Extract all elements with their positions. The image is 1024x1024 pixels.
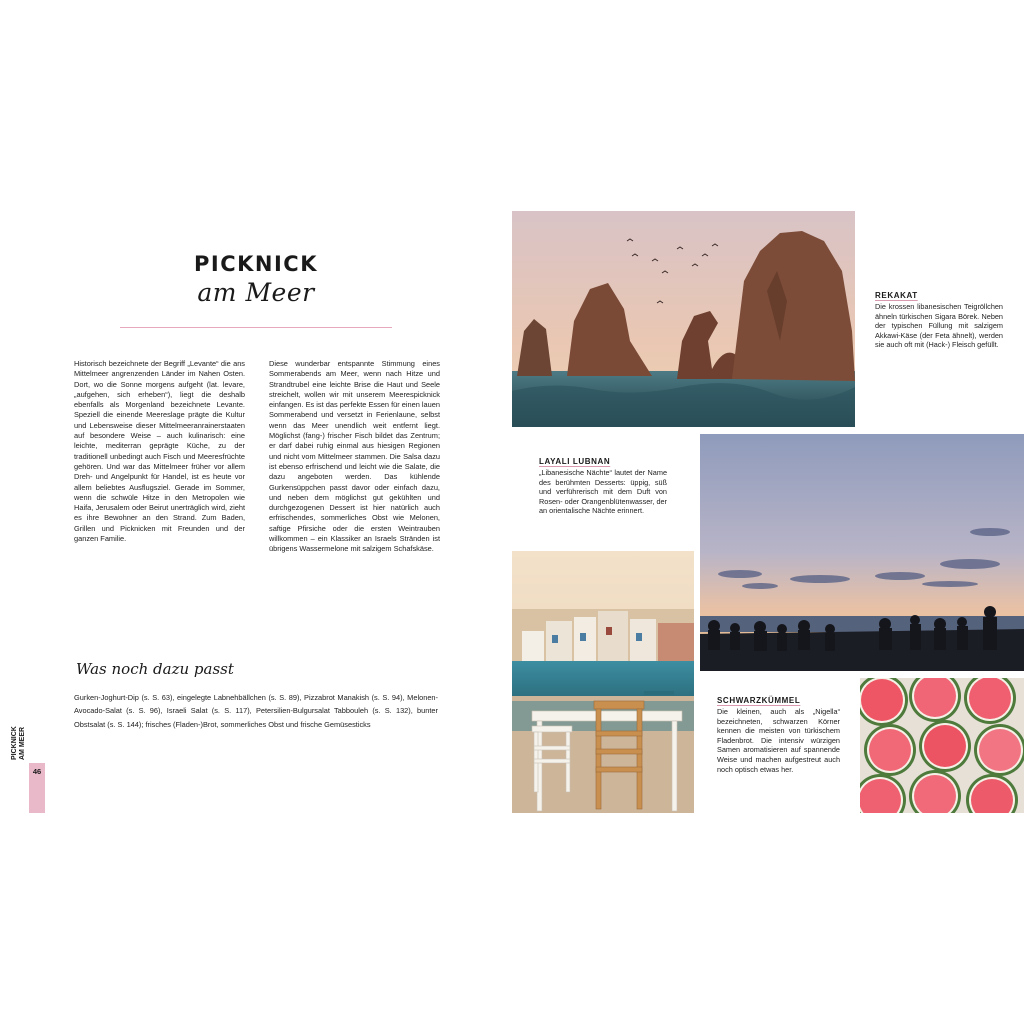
extras-list: Gurken-Joghurt-Dip (s. S. 63), eingelegte Labnehbällchen (s. S. 89), Pizzabrot Manakish (s. S. 94), Melonen-Avocado-Salat (s. S. 96), Israeli Salat (s. S. 117), Petersilien-Bulgursalat Tabbouleh (s. S. 132), bunter Obstsalat (s. S. 144); frisches (Fladen-)Brot, sommerliches Obst und frische Gemüsesticks [74,693,438,729]
chapter-marker-line1: PICKNICK [11,726,18,760]
extras-heading: Was noch dazu passt [76,660,234,678]
chapter-marker-line2: AM MEER [19,726,26,760]
photo-sea-arch-rocks [512,211,855,427]
photo-watermelon-slices [860,678,1024,813]
chapter-marker [11,722,46,760]
caption-schwarz-text: Die kleinen, auch als „Nigella“ bezeichneten, schwarzen Körner kennen die meisten von türkischem Fladenbrot. Die intensiv würzigen Samen aromatisieren auf spannende Weise und machen aufgestreut auch noch optisch etwas her. [717,707,840,774]
caption-layali-title: LAYALI LUBNAN [539,457,611,466]
chapter-marker-label [11,720,27,760]
caption-layali-lubnan [539,457,667,516]
photo-sunset-silhouettes [700,434,1024,671]
caption-rekakat [875,291,1003,350]
body-column-2: Diese wunderbar entspannte Stimmung eines Sommerabends am Meer, wenn nach Hitze und Strandtrubel eine leichte Brise die Haut und Seele streichelt, wollen wir mit unserem Meerespicknick einfangen. Es ist das perfekte Essen für einen lauen Sommerabend und versetzt in Ferienlaune, selbst wenn das Meer unendlich weit entfernt liegt. Möglichst (fang-) frischer Fisch bildet das Zentrum; er darf dabei ruhig einmal aus hiesigen Regionen und nicht vom Mittelmeer stammen. Die Salsa dazu ist ebenso erfrischend und leicht wie die Salate, die dazu angeboten werden. Das kühlende Gurkensüppchen passt davor oder einfach dazu, und neben dem möglichst gut gekühlten und durchgezogenen Dessert ist hier natürlich auch erfrischendes, sommerliches Obst wie Melonen, saftige Pfirsiche oder die ersten Weintrauben willkommen – ein Klassiker an Israels Stränden ist übrigens Wassermelone mit salzigem Schafskäse. [269,359,440,554]
title-divider [120,327,392,328]
photo-seaside-cafe [512,551,694,813]
body-column-1: Historisch bezeichnete der Begriff „Levante“ die ans Mittelmeer angrenzenden Länder im Nahen Osten. Dort, wo die Sonne morgens aufgeht (lat. levare, „aufgehen, sich erheben“), liegt die deshalb ebenfalls als Morgenland bezeichnete Levante. Speziell die einende Meereslage prägte die Kultur und Lebensweise dieser Mittelmeeranrainerstaaten auf besondere Weise – auch kulinarisch: eine leichte, mediterran geprägte Küche, zu der traditionell unbedingt auch Fisch und Meeresfrüchte gehören. Und war das Mittelmeer früher vor allem Dreh- und Angelpunkt für Handel, ist es heute vor allem beliebtes Ausflugsziel. Gerade im Sommer, wenn die schwüle Hitze in den Metropolen wie Haifa, Jerusalem oder Beirut unerträglich wird, zieht es ihre Bewohner an den Strand. Zum Baden, Grillen und Picknicken mit Freunden und der ganzen Familie. [74,359,245,544]
caption-rekakat-text: Die krossen libanesischen Teigröllchen ähneln türkischen Sigara Börek. Neben der typischen Füllung mit salzigem Akkawi-Käse (der Feta ähnelt), werden sie auch oft mit (Hack-) Fleisch gefüllt. [875,302,1003,350]
caption-layali-text: „Libanesische Nächte“ lautet der Name des berühmten Desserts: üppig, süß und verführerisch mit dem Duft von Rosen- oder Orangenblütenwasser, der an orientalische Nächte erinnert. [539,468,667,516]
page-number: 46 [32,767,42,776]
page-subtitle-script: am Meer [197,278,315,307]
caption-rekakat-title: REKAKAT [875,291,918,300]
caption-schwarzkuemmel [717,696,840,774]
page-title: PICKNICK [194,252,318,276]
caption-schwarz-title: SCHWARZKÜMMEL [717,696,801,705]
